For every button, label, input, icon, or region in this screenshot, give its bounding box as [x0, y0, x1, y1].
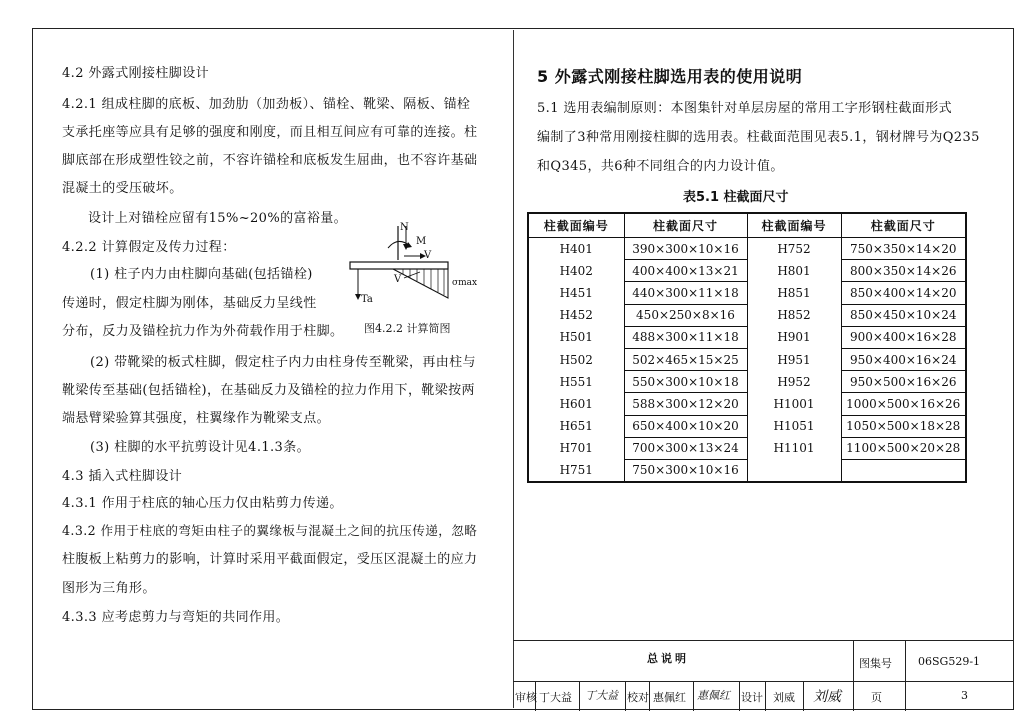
section-size: 700×300×13×24 [624, 437, 747, 459]
section-id: H901 [747, 326, 841, 348]
table-row [528, 326, 966, 348]
section-id: H501 [528, 326, 624, 348]
text-line: 传递时，假定柱脚为刚体，基础反力呈线性 [62, 296, 317, 311]
table-row [528, 415, 966, 437]
section-id: H751 [528, 459, 624, 482]
text-line: 端悬臂梁验算其强度，柱翼缘作为靴梁支点。 [62, 411, 331, 426]
text-line: 混凝土的受压破坏。 [62, 181, 183, 196]
text-line: (2) 带靴梁的板式柱脚，假定柱子内力由柱身传至靴梁，再由柱与 [90, 355, 476, 370]
section-id: H502 [528, 348, 624, 370]
section-id: H801 [747, 260, 841, 282]
checker-signature: 惠佩红 [697, 689, 730, 702]
section-id: H701 [528, 437, 624, 459]
section-size: 1000×500×16×26 [841, 393, 966, 415]
title-block-rule [625, 681, 626, 711]
section-id: H851 [747, 282, 841, 304]
section-size: 950×400×16×24 [841, 348, 966, 370]
label-sigma-max: σmax [452, 278, 478, 288]
designer-name: 刘威 [773, 691, 795, 704]
table-row [528, 371, 966, 393]
header-cell: 柱截面尺寸 [624, 213, 747, 238]
table-row [528, 304, 966, 326]
label-v-reaction: V [394, 274, 402, 285]
label-ta: Ta [361, 294, 373, 305]
label-m: M [416, 236, 427, 247]
table-row [528, 393, 966, 415]
check-label: 校对 [627, 691, 649, 704]
section-size [841, 459, 966, 482]
text-line: (3) 柱脚的水平抗剪设计见4.1.3条。 [90, 440, 311, 455]
section-size: 1050×500×18×28 [841, 415, 966, 437]
section-id: H651 [528, 415, 624, 437]
section-4-3-heading: 4.3 插入式柱脚设计 [62, 469, 183, 484]
page-label: 页 [871, 691, 882, 704]
title-block-rule [905, 641, 906, 711]
text-line: 分布，反力及锚栓抗力作为外荷载作用于柱脚。 [62, 324, 344, 339]
text-line: 支承托座等应具有足够的强度和刚度，而且相互间应有可靠的连接。柱 [62, 125, 478, 140]
text-line: 靴梁传至基础(包括锚栓)，在基础反力及锚栓的拉力作用下，靴梁按两 [62, 383, 475, 398]
table-caption: 表5.1 柱截面尺寸 [683, 190, 789, 205]
title-block-rule [649, 681, 650, 711]
title-block-rule [803, 681, 804, 711]
drawing-title: 总说明 [647, 652, 689, 665]
section-id: H1001 [747, 393, 841, 415]
section-id: H551 [528, 371, 624, 393]
text-line: 编制了3种常用刚接柱脚的选用表。柱截面范围见表5.1，钢材牌号为Q235 [537, 130, 980, 145]
section-id: H401 [528, 238, 624, 260]
section-size: 588×300×12×20 [624, 393, 747, 415]
section-size: 750×350×14×20 [841, 238, 966, 260]
column-section-table [527, 212, 967, 483]
text-line: 5.1 选用表编制原则：本图集针对单层房屋的常用工字形钢柱截面形式 [537, 101, 953, 116]
section-id: H402 [528, 260, 624, 282]
table-row [528, 260, 966, 282]
section-4-2-2-heading: 4.2.2 计算假定及传力过程： [62, 240, 236, 255]
checker-name: 惠佩红 [653, 691, 686, 704]
text-line: 图形为三角形。 [62, 581, 156, 596]
table-row [528, 348, 966, 370]
section-id: H601 [528, 393, 624, 415]
table-row [528, 238, 966, 260]
section-size: 488×300×11×18 [624, 326, 747, 348]
table-row [528, 459, 966, 482]
section-4-2-heading: 4.2 外露式刚接柱脚设计 [62, 66, 210, 81]
label-n: N [400, 222, 409, 233]
section-size: 390×300×10×16 [624, 238, 747, 260]
text-line: 4.3.2 作用于柱底的弯矩由柱子的翼缘板与混凝土之间的抗压传递，忽略 [62, 523, 478, 538]
section-size: 800×350×14×26 [841, 260, 966, 282]
title-block [513, 640, 1014, 711]
atlas-number-label: 图集号 [859, 657, 892, 670]
page-number: 3 [961, 689, 968, 702]
section-size: 450×250×8×16 [624, 304, 747, 326]
reviewer-signature: 丁大益 [585, 689, 618, 702]
section-id: H451 [528, 282, 624, 304]
title-block-rule [513, 681, 1014, 682]
section-size: 400×400×13×21 [624, 260, 747, 282]
header-cell: 柱截面编号 [747, 213, 841, 238]
text-line: 和Q345，共6种不同组合的内力设计值。 [537, 159, 784, 174]
text-line: (1) 柱子内力由柱脚向基础(包括锚栓) [90, 267, 313, 282]
column-divider [513, 30, 514, 708]
text-line: 柱腹板上粘剪力的影响，计算时采用平截面假定，受压区混凝土的应力 [62, 552, 478, 567]
section-size: 750×300×10×16 [624, 459, 747, 482]
title-block-rule [693, 681, 694, 711]
section-size: 650×400×10×20 [624, 415, 747, 437]
title-block-rule [853, 641, 854, 711]
section-size: 1100×500×20×28 [841, 437, 966, 459]
title-block-rule [739, 681, 740, 711]
section-size: 900×400×16×28 [841, 326, 966, 348]
reviewer-name: 丁大益 [539, 691, 572, 704]
section-size: 502×465×15×25 [624, 348, 747, 370]
section-id: H752 [747, 238, 841, 260]
section-id: H951 [747, 348, 841, 370]
title-block-rule [579, 681, 580, 711]
section-id: H852 [747, 304, 841, 326]
section-size: 950×500×16×26 [841, 371, 966, 393]
section-id [747, 459, 841, 482]
table-row [528, 437, 966, 459]
section-size: 550×300×10×18 [624, 371, 747, 393]
text-line: 设计上对锚栓应留有15%~20%的富裕量。 [88, 211, 348, 226]
section-size: 440×300×11×18 [624, 282, 747, 304]
text-line: 4.3.1 作用于柱底的轴心压力仅由粘剪力传递。 [62, 496, 343, 511]
section-id: H952 [747, 371, 841, 393]
review-label: 审核 [515, 691, 537, 704]
designer-signature: 刘威 [813, 689, 841, 705]
section-5-heading: 5 外露式刚接柱脚选用表的使用说明 [537, 67, 803, 86]
section-size: 850×450×10×24 [841, 304, 966, 326]
section-id: H1051 [747, 415, 841, 437]
calculation-diagram [348, 222, 498, 335]
header-cell: 柱截面编号 [528, 213, 624, 238]
section-id: H452 [528, 304, 624, 326]
design-label: 设计 [741, 691, 763, 704]
text-line: 4.2.1 组成柱脚的底板、加劲肋（加劲板）、锚栓、靴梁、隔板、锚栓 [62, 97, 471, 112]
table-header-row [528, 213, 966, 238]
figure-caption: 图4.2.2 计算简图 [364, 322, 451, 335]
text-line: 4.3.3 应考虑剪力与弯矩的共同作用。 [62, 610, 290, 625]
title-block-rule [765, 681, 766, 711]
section-id: H1101 [747, 437, 841, 459]
section-size: 850×400×14×20 [841, 282, 966, 304]
text-line: 脚底部在形成塑性铰之前，不容许锚栓和底板发生屈曲，也不容许基础 [62, 153, 478, 168]
header-cell: 柱截面尺寸 [841, 213, 966, 238]
label-v: V [424, 250, 432, 261]
table-row [528, 282, 966, 304]
atlas-number: 06SG529-1 [918, 655, 981, 668]
